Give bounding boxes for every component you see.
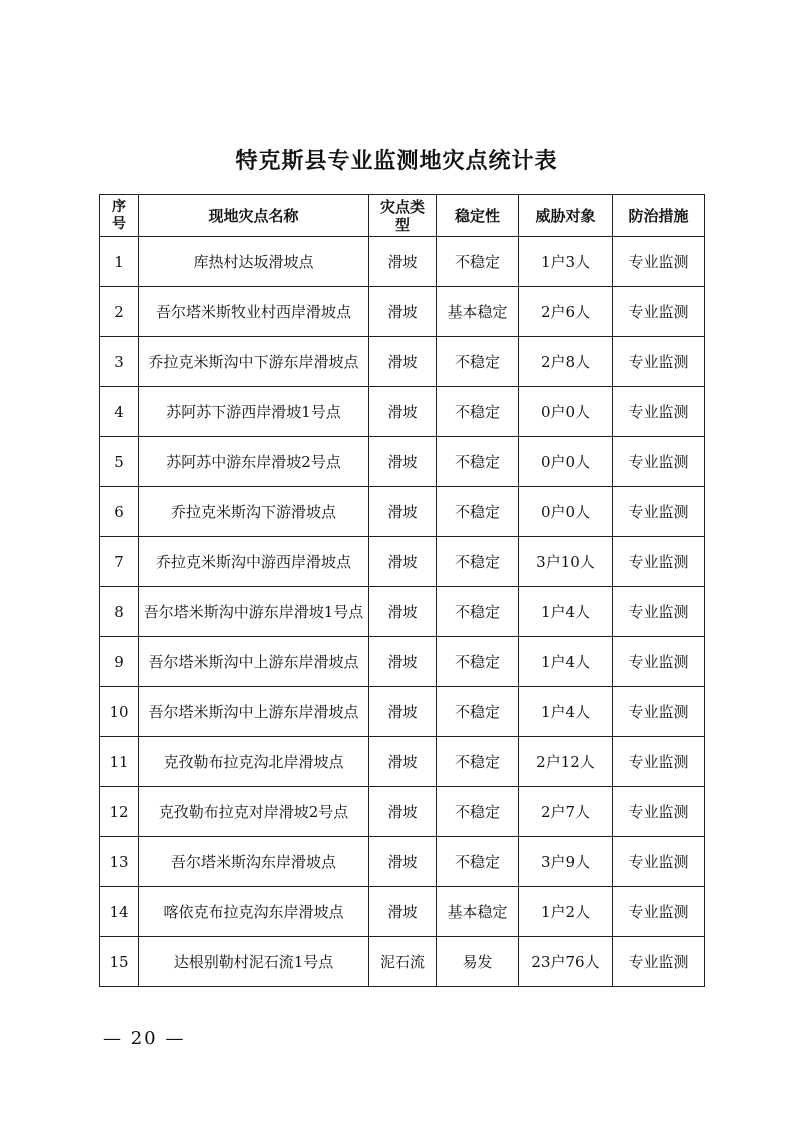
cell-name: 吾尔塔米斯牧业村西岸滑坡点 [139, 287, 369, 337]
cell-measure: 专业监测 [613, 537, 705, 587]
disaster-points-table [99, 194, 705, 987]
cell-type: 滑坡 [369, 887, 437, 937]
cell-no: 12 [100, 787, 139, 837]
cell-stability: 基本稳定 [437, 887, 519, 937]
cell-type: 滑坡 [369, 487, 437, 537]
cell-no: 5 [100, 437, 139, 487]
cell-stability: 基本稳定 [437, 287, 519, 337]
cell-stability: 不稳定 [437, 387, 519, 437]
cell-stability: 不稳定 [437, 487, 519, 537]
table-row [100, 287, 705, 337]
cell-type: 滑坡 [369, 787, 437, 837]
cell-threat: 1户2人 [519, 887, 613, 937]
table-row [100, 537, 705, 587]
cell-threat: 1户4人 [519, 637, 613, 687]
cell-threat: 3户9人 [519, 837, 613, 887]
cell-measure: 专业监测 [613, 237, 705, 287]
cell-measure: 专业监测 [613, 737, 705, 787]
cell-type: 滑坡 [369, 537, 437, 587]
table-row [100, 587, 705, 637]
cell-measure: 专业监测 [613, 587, 705, 637]
cell-threat: 2户12人 [519, 737, 613, 787]
cell-no: 2 [100, 287, 139, 337]
cell-name: 乔拉克米斯沟中下游东岸滑坡点 [139, 337, 369, 387]
cell-stability: 不稳定 [437, 587, 519, 637]
cell-type: 泥石流 [369, 937, 437, 987]
cell-threat: 2户7人 [519, 787, 613, 837]
cell-type: 滑坡 [369, 237, 437, 287]
cell-type: 滑坡 [369, 437, 437, 487]
cell-name: 苏阿苏中游东岸滑坡2号点 [139, 437, 369, 487]
cell-name: 乔拉克米斯沟下游滑坡点 [139, 487, 369, 537]
header-measure: 防治措施 [613, 195, 705, 237]
cell-no: 4 [100, 387, 139, 437]
header-no: 序号 [100, 195, 139, 237]
cell-threat: 1户4人 [519, 587, 613, 637]
cell-name: 克孜勒布拉克沟北岸滑坡点 [139, 737, 369, 787]
cell-threat: 1户3人 [519, 237, 613, 287]
cell-name: 苏阿苏下游西岸滑坡1号点 [139, 387, 369, 437]
cell-name: 喀依克布拉克沟东岸滑坡点 [139, 887, 369, 937]
page-number: — 20 — [103, 1028, 186, 1049]
cell-stability: 不稳定 [437, 837, 519, 887]
header-type: 灾点类型 [369, 195, 437, 237]
table-row [100, 387, 705, 437]
cell-type: 滑坡 [369, 387, 437, 437]
cell-type: 滑坡 [369, 587, 437, 637]
cell-stability: 不稳定 [437, 687, 519, 737]
cell-stability: 不稳定 [437, 637, 519, 687]
cell-measure: 专业监测 [613, 787, 705, 837]
table-row [100, 237, 705, 287]
cell-no: 15 [100, 937, 139, 987]
cell-name: 库热村达坂滑坡点 [139, 237, 369, 287]
cell-measure: 专业监测 [613, 487, 705, 537]
table-row [100, 337, 705, 387]
cell-type: 滑坡 [369, 637, 437, 687]
table-row [100, 937, 705, 987]
cell-stability: 不稳定 [437, 237, 519, 287]
cell-no: 1 [100, 237, 139, 287]
cell-measure: 专业监测 [613, 687, 705, 737]
table-row [100, 637, 705, 687]
cell-type: 滑坡 [369, 737, 437, 787]
table-body [100, 237, 705, 987]
cell-threat: 3户10人 [519, 537, 613, 587]
table-row [100, 787, 705, 837]
cell-name: 吾尔塔米斯沟中游东岸滑坡1号点 [139, 587, 369, 637]
cell-stability: 易发 [437, 937, 519, 987]
table-row [100, 887, 705, 937]
cell-name: 吾尔塔米斯沟中上游东岸滑坡点 [139, 687, 369, 737]
cell-measure: 专业监测 [613, 337, 705, 387]
cell-threat: 23户76人 [519, 937, 613, 987]
cell-name: 吾尔塔米斯沟中上游东岸滑坡点 [139, 637, 369, 687]
header-name: 现地灾点名称 [139, 195, 369, 237]
table-row [100, 437, 705, 487]
cell-type: 滑坡 [369, 837, 437, 887]
cell-type: 滑坡 [369, 687, 437, 737]
cell-stability: 不稳定 [437, 787, 519, 837]
header-stability: 稳定性 [437, 195, 519, 237]
cell-no: 3 [100, 337, 139, 387]
table-row [100, 737, 705, 787]
cell-stability: 不稳定 [437, 337, 519, 387]
cell-stability: 不稳定 [437, 437, 519, 487]
cell-no: 8 [100, 587, 139, 637]
table-row [100, 487, 705, 537]
cell-stability: 不稳定 [437, 737, 519, 787]
cell-threat: 1户4人 [519, 687, 613, 737]
cell-measure: 专业监测 [613, 887, 705, 937]
cell-measure: 专业监测 [613, 287, 705, 337]
cell-no: 7 [100, 537, 139, 587]
table-row [100, 837, 705, 887]
cell-no: 6 [100, 487, 139, 537]
cell-measure: 专业监测 [613, 837, 705, 887]
cell-no: 14 [100, 887, 139, 937]
page-title: 特克斯县专业监测地灾点统计表 [235, 148, 558, 174]
cell-measure: 专业监测 [613, 437, 705, 487]
cell-threat: 2户6人 [519, 287, 613, 337]
cell-no: 13 [100, 837, 139, 887]
cell-no: 10 [100, 687, 139, 737]
table-header-row [100, 195, 705, 237]
cell-name: 乔拉克米斯沟中游西岸滑坡点 [139, 537, 369, 587]
cell-name: 达根别勒村泥石流1号点 [139, 937, 369, 987]
cell-measure: 专业监测 [613, 387, 705, 437]
cell-name: 克孜勒布拉克对岸滑坡2号点 [139, 787, 369, 837]
cell-measure: 专业监测 [613, 637, 705, 687]
cell-name: 吾尔塔米斯沟东岸滑坡点 [139, 837, 369, 887]
cell-threat: 0户0人 [519, 437, 613, 487]
cell-threat: 0户0人 [519, 487, 613, 537]
header-threat: 威胁对象 [519, 195, 613, 237]
cell-no: 9 [100, 637, 139, 687]
table-row [100, 687, 705, 737]
cell-type: 滑坡 [369, 337, 437, 387]
cell-measure: 专业监测 [613, 937, 705, 987]
cell-stability: 不稳定 [437, 537, 519, 587]
cell-threat: 2户8人 [519, 337, 613, 387]
cell-threat: 0户0人 [519, 387, 613, 437]
cell-no: 11 [100, 737, 139, 787]
cell-type: 滑坡 [369, 287, 437, 337]
